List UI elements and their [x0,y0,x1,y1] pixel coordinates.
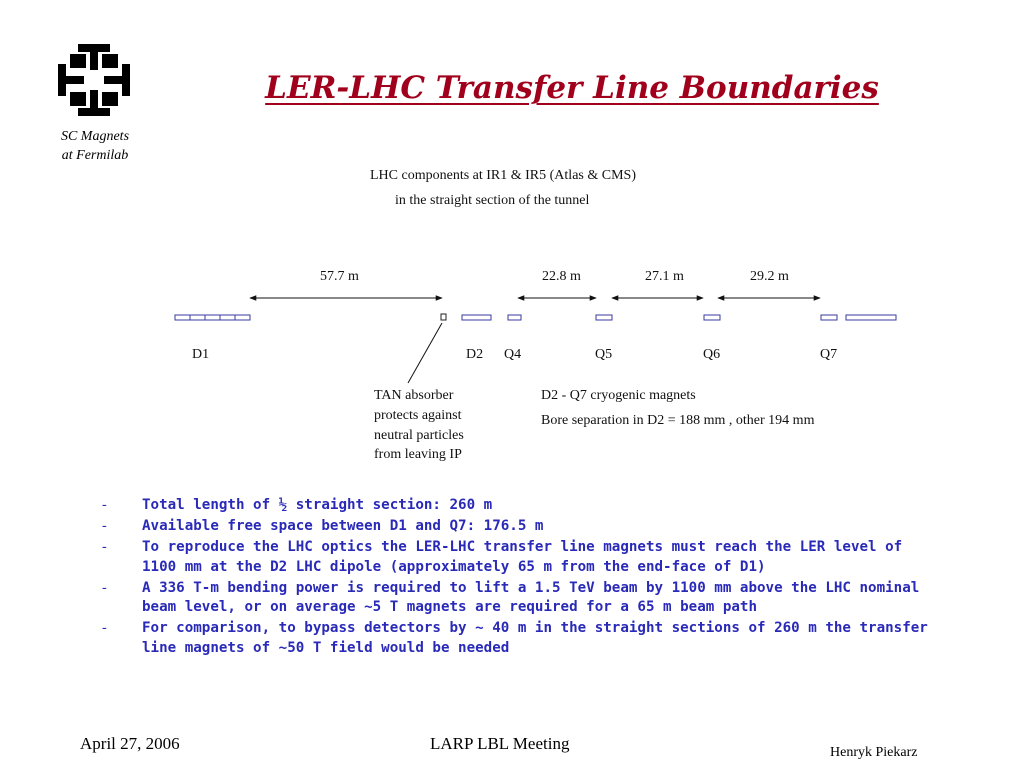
lhc-layout-diagram [150,155,930,475]
bullet-text: A 336 T-m bending power is required to lift a 1.5 TeV beam by 1100 mm above the LHC nominal beam level, or on average ~5 T magnets are required for a 65 m beam path [142,579,920,615]
footer-author: Henryk Piekarz [830,745,918,760]
magnet-label-d2: D2 [466,347,484,362]
distance-label-1: 57.7 m [320,269,359,284]
tan-note-line-2: protects against [374,408,462,423]
bullet-marker: - [102,579,107,596]
magnet-q7 [821,315,837,320]
cryo-note-line-1: D2 - Q7 cryogenic magnets [541,388,696,403]
magnet-q4 [508,315,521,320]
magnet-label-d1: D1 [192,347,210,362]
bullet-marker: - [102,518,107,534]
tan-note-line-1: TAN absorber [374,388,454,403]
tan-absorber [441,314,446,320]
footer-date: April 27, 2006 [80,734,180,753]
magnet-label-q7: Q7 [820,347,838,362]
slide-title: LER-LHC Transfer Line Boundaries [265,70,879,106]
bullet-text: For comparison, to bypass detectors by ~ 40 m in the straight sections of 260 m the transfer line magnets of ~50 T field would be needed [142,620,928,656]
figure-heading-1: LHC components at IR1 & IR5 (Atlas & CMS) [370,168,636,183]
distance-label-2: 22.8 m [542,269,581,284]
tan-note-line-4: from leaving IP [374,447,462,462]
magnet-label-q5: Q5 [595,347,613,362]
magnet-q5 [596,315,612,320]
distance-label-4: 29.2 m [750,269,789,284]
cryo-note-line-2: Bore separation in D2 = 188 mm , other 194 mm [541,413,815,428]
magnet-q7-extension [846,315,896,320]
org-label [50,127,140,165]
magnet-d1 [175,315,250,320]
magnet-q6 [704,315,720,320]
tan-pointer-line [408,323,442,383]
footer-meeting: LARP LBL Meeting [430,734,570,753]
magnet-label-q4: Q4 [504,347,522,362]
org-line-2: at Fermilab [61,148,129,163]
tan-note-line-3: neutral particles [374,428,464,443]
bullet-marker: - [102,497,107,513]
bullet-item [100,619,930,658]
bullet-list [100,496,930,660]
magnet-label-q6: Q6 [703,347,721,362]
figure-heading-2: in the straight section of the tunnel [395,193,590,208]
bullet-item [100,517,930,537]
bullet-item [100,538,930,577]
magnet-d2 [462,315,491,320]
bullet-item [100,579,930,618]
bullet-marker: - [102,539,107,555]
bullet-marker: - [102,620,107,636]
bullet-text: Available free space between D1 and Q7: 176.5 m [142,518,544,534]
bullet-item [100,496,930,516]
distance-label-3: 27.1 m [645,269,684,284]
org-line-1: SC Magnets [60,129,130,144]
bullet-text: Total length of ½ straight section: 260 m [142,497,493,513]
bullet-text: To reproduce the LHC optics the LER-LHC transfer line magnets must reach the LER level of 1100 mm at the D2 LHC dipole (approximately 65 m from the end-face of D1) [142,539,903,575]
